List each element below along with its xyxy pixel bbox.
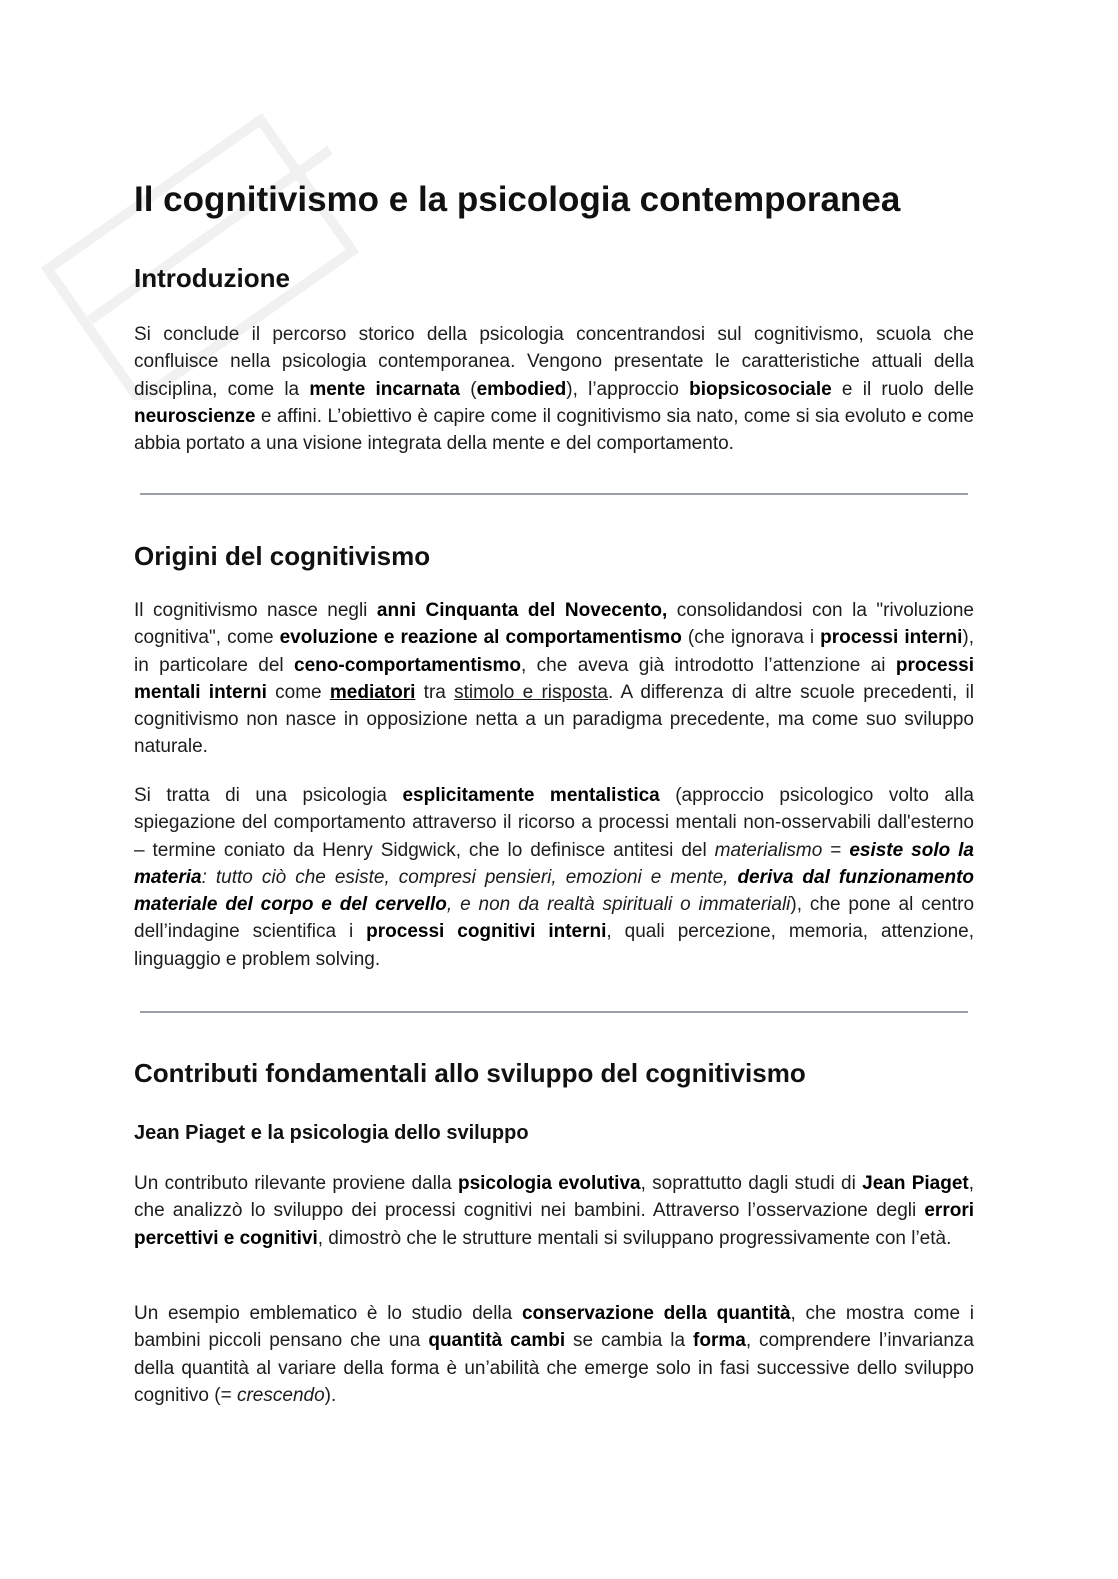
italic-text: materialismo — [714, 839, 823, 861]
bold-text: anni Cinquanta del Novecento, — [376, 600, 668, 621]
paragraph: Un esempio emblematico è lo studio della conservazione della quantità, che mostra come i bambini piccoli pensano che una quantità cambi se cambia la forma, comprendere l’invarianza della quantità al variare della forma è un’abilità che emerge solo in fasi successive dello sviluppo cognitivo (= crescendo). — [134, 1303, 975, 1406]
bold-text: processi mentali interni — [134, 654, 974, 703]
bold-text: mente incarnata — [309, 378, 461, 400]
bold-text: processi cognitivi interni — [366, 921, 607, 943]
subsection-heading-piaget: Jean Piaget e la psicologia dello sviluppo — [134, 1122, 529, 1144]
bold-text: esplicitamente mentalistica — [402, 785, 660, 806]
section-heading-contributi: Contributi fondamentali allo sviluppo del cognitivismo — [134, 1058, 806, 1088]
bold-text: psicologia evolutiva — [457, 1173, 641, 1194]
page-title: Il cognitivismo e la psicologia contemporanea — [134, 180, 901, 219]
italic-text: crescendo — [236, 1384, 325, 1406]
bold-text: deriva dal funzionamento materiale del corpo e del cervello — [134, 866, 974, 916]
bold-text: quantità cambi — [428, 1330, 566, 1352]
paragraph: Si tratta di una psicologia esplicitamente mentalistica (approccio psicologico volto alla spiegazione del comportamento attraverso il ricorso a processi mentali non-osservabili dall'esterno – termine coniato da Henry Sidgwick, che lo definisce antitesi del materialismo = esiste solo la materia: tutto ciò che esiste, compresi pensieri, emozioni e mente, deriva dal funzionamento materiale del corpo e del cervello, e non da realtà spirituali o immateriali), che pone al centro dell’indagine scientifica i processi cognitivi interni, quali percezione, memoria, attenzione, linguaggio e problem solving. — [134, 785, 975, 970]
underlined-text: stimolo e risposta — [454, 681, 608, 703]
section-divider — [140, 1011, 968, 1013]
bold-text: embodied — [476, 378, 567, 400]
bold-text: mediatori — [329, 681, 416, 703]
paragraph: Si conclude il percorso storico della psicologia concentrandosi sul cognitivismo, scuola che confluisce nella psicologia contemporanea. Vengono presentate le caratteristiche attuali della disciplina, come la mente incarnata (embodied), l’approccio biopsicosociale e il ruolo delle neuroscienze e affini. L’obiettivo è capire come il cognitivismo sia nato, come si sia evoluto e come abbia portato a una visione integrata della mente e del comportamento. — [134, 324, 974, 455]
bold-text: neuroscienze — [134, 405, 256, 427]
bold-text: esiste solo la materia — [134, 839, 974, 888]
bold-text: processi interni — [820, 627, 963, 649]
italic-text: , e non da realtà spirituali o immateriali — [446, 894, 791, 916]
bold-text: errori percettivi e cognitivi — [134, 1200, 974, 1249]
bold-text: evoluzione e reazione al comportamentismo — [279, 627, 682, 649]
bold-text: Jean Piaget — [862, 1173, 969, 1194]
bold-text: conservazione della quantità — [521, 1303, 791, 1324]
bold-text: biopsicosociale — [689, 378, 832, 400]
bold-text: forma — [693, 1330, 746, 1352]
section-divider — [140, 493, 968, 495]
bold-text: ceno-comportamentismo — [294, 654, 522, 676]
section-heading-introduzione: Introduzione — [134, 263, 290, 293]
paragraph: Un contributo rilevante proviene dalla psicologia evolutiva, soprattutto dagli studi di Jean Piaget, che analizzò lo sviluppo dei processi cognitivi nei bambini. Attraverso l’osservazione degli errori percettivi e cognitivi, dimostrò che le strutture mentali si sviluppano progressivamente con l’età. — [134, 1173, 975, 1249]
paragraph: Il cognitivismo nasce negli anni Cinquanta del Novecento, consolidandosi con la "rivoluzione cognitiva", come evoluzione e reazione al comportamentismo (che ignorava i processi interni), in particolare del ceno-comportamentismo, che aveva già introdotto l’attenzione ai processi mentali interni come mediatori tra stimolo e risposta. A differenza di altre scuole precedenti, il cognitivismo non nasce in opposizione netta a un paradigma precedente, ma come suo sviluppo naturale. — [134, 600, 974, 758]
italic-text: : tutto ciò che esiste, compresi pensieri, emozioni e mente, — [201, 866, 738, 888]
section-heading-origini: Origini del cognitivismo — [134, 541, 431, 571]
